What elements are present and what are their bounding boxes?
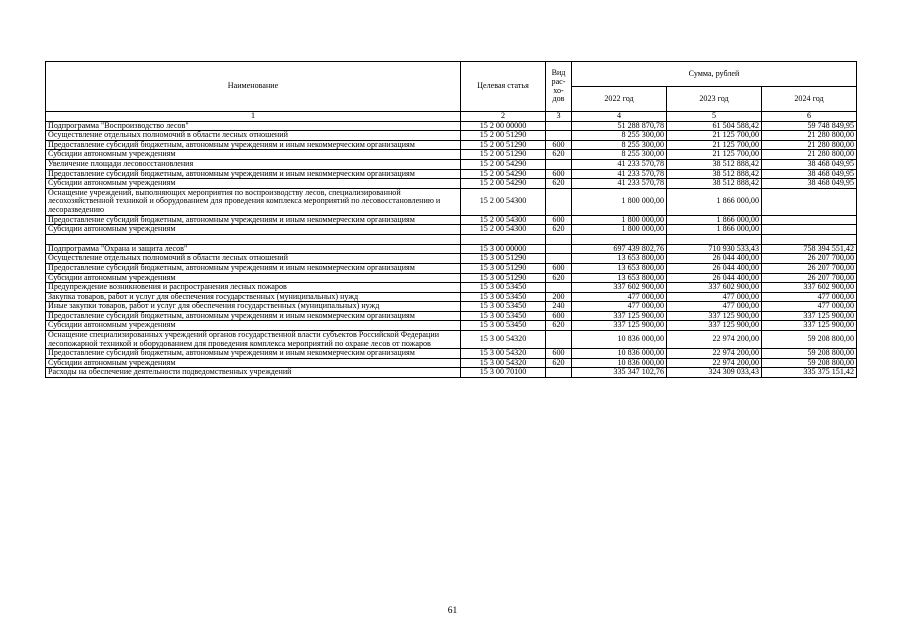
row-2024: 337 125 900,00	[762, 311, 857, 321]
row-code: 15 3 00 54320	[461, 349, 546, 359]
row-2023: 61 504 588,42	[667, 121, 762, 131]
row-code	[461, 234, 546, 244]
row-name: Субсидии автономным учреждениям	[46, 273, 461, 283]
row-2023: 710 930 533,43	[667, 244, 762, 254]
table-row	[46, 273, 857, 283]
table-row	[46, 179, 857, 189]
row-vid	[546, 188, 572, 215]
table-row	[46, 292, 857, 302]
row-2023: 38 512 888,42	[667, 159, 762, 169]
row-2022: 477 000,00	[572, 292, 667, 302]
header-code: Целевая статья	[461, 62, 546, 112]
header-2023: 2023 год	[667, 87, 762, 112]
row-name: Оснащение специализированных учреждений органов государственной власти субъектов Российской Федерации лесопожарной техникой и оборудованием для проведения комплекса мероприятий по охране лесов от пожаров	[46, 331, 461, 349]
row-vid: 600	[546, 311, 572, 321]
row-vid	[546, 244, 572, 254]
row-vid: 600	[546, 169, 572, 179]
row-2023: 21 125 700,00	[667, 150, 762, 160]
table-row	[46, 368, 857, 378]
row-2023: 22 974 200,00	[667, 349, 762, 359]
row-vid: 620	[546, 321, 572, 331]
row-2024	[762, 234, 857, 244]
row-2024: 59 748 849,95	[762, 121, 857, 131]
row-vid	[546, 159, 572, 169]
row-vid: 620	[546, 273, 572, 283]
table-row	[46, 121, 857, 131]
row-name: Оснащение учреждений, выполняющих мероприятия по воспроизводству лесов, специализированной лесохозяйственной техникой и оборудованием для проведения комплекса мероприятий по лесовосстановлению и лесоразведению	[46, 188, 461, 215]
row-2022: 1 800 000,00	[572, 215, 667, 225]
row-name: Подпрограмма "Воспроизводство лесов"	[46, 121, 461, 131]
row-2022: 41 233 570,78	[572, 159, 667, 169]
row-2022: 477 000,00	[572, 302, 667, 312]
row-name: Субсидии автономным учреждениям	[46, 358, 461, 368]
row-2023: 337 125 900,00	[667, 321, 762, 331]
row-2024: 477 000,00	[762, 292, 857, 302]
row-2023: 1 866 000,00	[667, 225, 762, 235]
row-code: 15 3 00 53450	[461, 321, 546, 331]
row-code: 15 2 00 54290	[461, 169, 546, 179]
row-vid	[546, 254, 572, 264]
row-name: Субсидии автономным учреждениям	[46, 321, 461, 331]
row-name: Субсидии автономным учреждениям	[46, 150, 461, 160]
row-2022: 10 836 000,00	[572, 358, 667, 368]
row-name: Субсидии автономным учреждениям	[46, 179, 461, 189]
header-2024: 2024 год	[762, 87, 857, 112]
row-name: Закупка товаров, работ и услуг для обеспечения государственных (муниципальных) нужд	[46, 292, 461, 302]
row-vid	[546, 131, 572, 141]
row-code: 15 2 00 54300	[461, 215, 546, 225]
header-name: Наименование	[46, 62, 461, 112]
row-code: 15 2 00 51290	[461, 140, 546, 150]
row-2024	[762, 188, 857, 215]
row-2022: 8 255 300,00	[572, 150, 667, 160]
table-row	[46, 169, 857, 179]
row-2024: 337 125 900,00	[762, 321, 857, 331]
row-2022: 13 653 800,00	[572, 254, 667, 264]
table-row	[46, 263, 857, 273]
row-vid: 620	[546, 179, 572, 189]
row-name: Предупреждение возникновения и распространения лесных пожаров	[46, 283, 461, 293]
col-number: 1	[46, 112, 461, 122]
table-row	[46, 215, 857, 225]
row-code: 15 2 00 51290	[461, 131, 546, 141]
table-row	[46, 358, 857, 368]
row-2022: 8 255 300,00	[572, 131, 667, 141]
row-name: Предоставление субсидий бюджетным, автономным учреждениям и иным некоммерческим организациям	[46, 349, 461, 359]
col-number: 3	[546, 112, 572, 122]
table-row	[46, 131, 857, 141]
page-number: 61	[447, 606, 458, 616]
row-2022: 335 347 102,76	[572, 368, 667, 378]
row-code: 15 3 00 00000	[461, 244, 546, 254]
row-vid: 600	[546, 349, 572, 359]
row-2024: 21 280 800,00	[762, 140, 857, 150]
row-2023: 22 974 200,00	[667, 358, 762, 368]
row-vid	[546, 368, 572, 378]
row-2024: 337 602 900,00	[762, 283, 857, 293]
header-2022: 2022 год	[572, 87, 667, 112]
row-2024: 26 207 700,00	[762, 263, 857, 273]
row-2023: 38 512 888,42	[667, 169, 762, 179]
row-vid: 600	[546, 263, 572, 273]
col-number: 2	[461, 112, 546, 122]
row-2023: 21 125 700,00	[667, 131, 762, 141]
row-2024: 758 394 551,42	[762, 244, 857, 254]
table-row	[46, 331, 857, 349]
row-code: 15 3 00 53450	[461, 292, 546, 302]
row-name: Предоставление субсидий бюджетным, автономным учреждениям и иным некоммерческим организациям	[46, 215, 461, 225]
row-name: Иные закупки товаров, работ и услуг для обеспечения государственных (муниципальных) нужд	[46, 302, 461, 312]
table-row	[46, 349, 857, 359]
row-vid: 620	[546, 150, 572, 160]
row-name: Предоставление субсидий бюджетным, автономным учреждениям и иным некоммерческим организациям	[46, 263, 461, 273]
row-code: 15 3 00 51290	[461, 254, 546, 264]
row-name: Предоставление субсидий бюджетным, автономным учреждениям и иным некоммерческим организациям	[46, 311, 461, 321]
row-2024: 21 280 800,00	[762, 131, 857, 141]
row-2024: 21 280 800,00	[762, 150, 857, 160]
table-row	[46, 321, 857, 331]
row-code: 15 3 00 70100	[461, 368, 546, 378]
table-row	[46, 234, 857, 244]
row-code: 15 3 00 54320	[461, 358, 546, 368]
row-2024: 477 000,00	[762, 302, 857, 312]
table-row	[46, 244, 857, 254]
row-code: 15 2 00 54290	[461, 179, 546, 189]
col-number: 4	[572, 112, 667, 122]
row-2023: 22 974 200,00	[667, 331, 762, 349]
row-2024: 59 208 800,00	[762, 331, 857, 349]
table-row	[46, 254, 857, 264]
row-code: 15 2 00 54300	[461, 188, 546, 215]
table-row	[46, 140, 857, 150]
row-name	[46, 234, 461, 244]
row-2022: 13 653 800,00	[572, 273, 667, 283]
table-row	[46, 283, 857, 293]
row-name: Расходы на обеспечение деятельности подведомственных учреждений	[46, 368, 461, 378]
row-2024	[762, 225, 857, 235]
row-name: Предоставление субсидий бюджетным, автономным учреждениям и иным некоммерческим организациям	[46, 169, 461, 179]
row-code: 15 3 00 53450	[461, 302, 546, 312]
table-row	[46, 159, 857, 169]
row-2024: 38 468 049,95	[762, 169, 857, 179]
row-2022	[572, 234, 667, 244]
row-2024: 38 468 049,95	[762, 159, 857, 169]
row-code: 15 2 00 54300	[461, 225, 546, 235]
row-2023: 477 000,00	[667, 292, 762, 302]
row-vid	[546, 234, 572, 244]
row-vid	[546, 121, 572, 131]
row-code: 15 3 00 53450	[461, 311, 546, 321]
row-2024: 59 208 800,00	[762, 349, 857, 359]
row-2024: 38 468 049,95	[762, 179, 857, 189]
row-vid: 600	[546, 140, 572, 150]
row-2024: 26 207 700,00	[762, 273, 857, 283]
row-vid	[546, 331, 572, 349]
row-vid: 200	[546, 292, 572, 302]
row-2022: 337 125 900,00	[572, 311, 667, 321]
col-number: 6	[762, 112, 857, 122]
row-2024	[762, 215, 857, 225]
row-2024: 26 207 700,00	[762, 254, 857, 264]
row-2023: 1 866 000,00	[667, 215, 762, 225]
row-2024: 59 208 800,00	[762, 358, 857, 368]
row-2023: 1 866 000,00	[667, 188, 762, 215]
row-2023	[667, 234, 762, 244]
row-2022: 8 255 300,00	[572, 140, 667, 150]
table-row	[46, 188, 857, 215]
row-code: 15 3 00 51290	[461, 263, 546, 273]
row-code: 15 2 00 54290	[461, 159, 546, 169]
row-2023: 337 125 900,00	[667, 311, 762, 321]
row-code: 15 2 00 00000	[461, 121, 546, 131]
row-code: 15 3 00 51290	[461, 273, 546, 283]
row-2022: 41 233 570,78	[572, 169, 667, 179]
budget-table	[45, 61, 857, 378]
row-2022: 697 439 802,76	[572, 244, 667, 254]
table-row	[46, 302, 857, 312]
row-2023: 337 602 900,00	[667, 283, 762, 293]
col-number: 5	[667, 112, 762, 122]
table-row	[46, 225, 857, 235]
row-code: 15 3 00 53450	[461, 283, 546, 293]
row-2024: 335 375 151,42	[762, 368, 857, 378]
row-vid: 620	[546, 225, 572, 235]
row-code: 15 3 00 54320	[461, 331, 546, 349]
row-2023: 477 000,00	[667, 302, 762, 312]
row-name: Подпрограмма "Охрана и защита лесов"	[46, 244, 461, 254]
row-2023: 26 044 400,00	[667, 263, 762, 273]
row-2022: 10 836 000,00	[572, 331, 667, 349]
row-name: Предоставление субсидий бюджетным, автономным учреждениям и иным некоммерческим организациям	[46, 140, 461, 150]
row-name: Осуществление отдельных полномочий в области лесных отношений	[46, 131, 461, 141]
row-name: Увеличение площади лесовосстановления	[46, 159, 461, 169]
row-2023: 38 512 888,42	[667, 179, 762, 189]
header-sum: Сумма, рублей	[572, 62, 857, 87]
row-2023: 26 044 400,00	[667, 273, 762, 283]
row-2022: 41 233 570,78	[572, 179, 667, 189]
row-name: Субсидии автономным учреждениям	[46, 225, 461, 235]
row-2022: 10 836 000,00	[572, 349, 667, 359]
row-2022: 337 602 900,00	[572, 283, 667, 293]
row-2022: 337 125 900,00	[572, 321, 667, 331]
table-row	[46, 150, 857, 160]
row-vid: 600	[546, 215, 572, 225]
row-code: 15 2 00 51290	[461, 150, 546, 160]
table-body	[46, 121, 857, 377]
table-row	[46, 311, 857, 321]
row-vid: 620	[546, 358, 572, 368]
row-2022: 13 653 800,00	[572, 263, 667, 273]
row-2023: 21 125 700,00	[667, 140, 762, 150]
row-vid	[546, 283, 572, 293]
row-name: Осуществление отдельных полномочий в области лесных отношений	[46, 254, 461, 264]
row-2022: 51 288 870,78	[572, 121, 667, 131]
row-2023: 26 044 400,00	[667, 254, 762, 264]
header-vid: Вид рас- хо- дов	[546, 62, 572, 112]
row-2022: 1 800 000,00	[572, 188, 667, 215]
row-2022: 1 800 000,00	[572, 225, 667, 235]
row-2023: 324 309 033,43	[667, 368, 762, 378]
row-vid: 240	[546, 302, 572, 312]
